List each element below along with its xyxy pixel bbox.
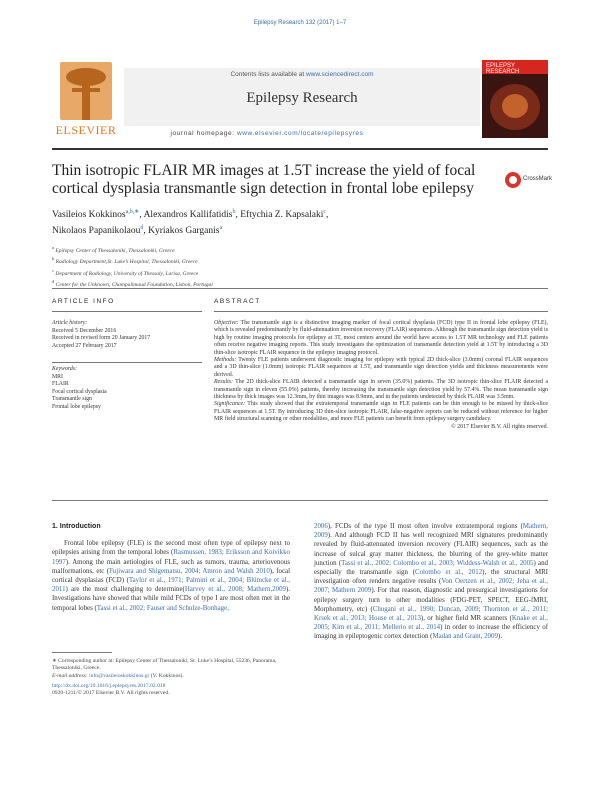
- cover-band-title: EPILEPSY RESEARCH: [486, 63, 520, 75]
- intro-paragraph-left: [52, 539, 290, 613]
- article-title: Thin isotropic FLAIR MR images at 1.5T increase the yield of focal cortical dysplasia transmantle sign detection in frontal lobe epilepsy: [52, 162, 476, 197]
- email-link[interactable]: info@vasileioskokkinos.gr: [89, 672, 150, 679]
- history-item: Received 5 December 2016: [52, 327, 117, 334]
- paragraph-text: ) are the most challenging to determine(: [65, 586, 185, 594]
- email-suffix: (V. Kokkinos).: [149, 672, 184, 679]
- journal-homepage-line: [52, 130, 482, 137]
- author-affiliation-marker[interactable]: a,b,∗: [125, 209, 140, 215]
- citation-link[interactable]: 2006: [314, 523, 328, 530]
- contents-line: [124, 71, 480, 78]
- abstract-rule: [214, 311, 548, 312]
- page-footer: [52, 683, 290, 698]
- masthead-divider: [52, 148, 548, 150]
- citation-link[interactable]: Rasmussen, 1983; Eriksson and Koivikko 1997: [52, 549, 290, 566]
- abstract-section-label: Methods:: [214, 357, 237, 364]
- corresponding-author-note: ∗ Corresponding author at: Epilepsy Center of Thessaloniki, St. Luke’s Hospital, 55236, Panorama, Thessaloniki, Greece.: [52, 658, 277, 672]
- abstract-section: [214, 357, 548, 379]
- author-separator: ,: [139, 210, 144, 221]
- abstract-section-label: Objective:: [214, 320, 239, 326]
- intro-left-column: [52, 522, 290, 613]
- keyword-item: Focal cortical dysplasia: [52, 388, 107, 395]
- history-item: Accepted 27 February 2017: [52, 342, 117, 349]
- author-list: [52, 206, 492, 238]
- author-affiliation-marker[interactable]: c: [323, 209, 326, 215]
- abstract-heading: ABSTRACT: [214, 298, 261, 305]
- cover-image-detail: [502, 94, 528, 118]
- paragraph-text: ).: [497, 633, 502, 641]
- author-name[interactable]: Eftychia Z. Kapsalaki: [240, 210, 324, 221]
- affiliation-list: [52, 244, 492, 289]
- article-history: [52, 320, 202, 350]
- author-separator: ,: [326, 210, 329, 221]
- running-header[interactable]: Epilepsy Research 132 (2017) 1–7: [253, 20, 347, 26]
- corresponding-footnote: [52, 658, 290, 680]
- elsevier-tree-icon: [60, 62, 112, 120]
- affiliation-marker: d: [52, 278, 55, 284]
- affiliation-marker: a: [52, 245, 55, 250]
- journal-banner: [124, 68, 480, 126]
- keywords-rule: [52, 362, 202, 363]
- paragraph-text: ). For that reason, diagnostic and presurgical investigations for epilepsy surgery turn to other modalities (FDG-PET, SPECT, EEG-fMRI, Morphometry, etc) (: [314, 587, 549, 613]
- citation-link[interactable]: Fujiwara and Shigematsu, 2004; Amron and Walsh 2010: [109, 567, 270, 575]
- author-affiliation-marker[interactable]: b: [232, 209, 236, 215]
- introduction-heading: 1. Introduction: [52, 523, 101, 530]
- affiliation-text: Radiology Department,St. Luke’s Hospital, Thessaloniki, Greece: [55, 259, 198, 266]
- abstract-copyright: © 2017 Elsevier B.V. All rights reserved.: [451, 423, 548, 430]
- paragraph-text: ), the structural MRI investigation often renders negative results (: [314, 569, 548, 586]
- citation-link[interactable]: Von Oertzen et al., 2002; Jeha et al., 2007; Mathern 2009: [314, 578, 548, 595]
- affiliation-marker: b: [52, 256, 55, 262]
- crossmark-badge[interactable]: [505, 170, 553, 196]
- affiliation-item: [52, 244, 492, 255]
- footnote-rule: [52, 652, 112, 653]
- abstract-section-text: Twenty FLE patients underwent diagnostic imaging for epilepsy with typical 2D thick-slice (3.0mm) coronal FLAIR sequences and a 3D thin-slice (1.0mm) isotropic FLAIR sequences at 1.5T, and transmantle sign detection yields and thickness measurements were derived.: [214, 357, 548, 378]
- keyword-item: MRI: [52, 373, 63, 380]
- paragraph-text: ). And although FCD II has well recognized MRI signatures predominantly revealed by fluid-attenuated inversion recovery (FLAIR) sequences, such as the increase of sulcal gray matter thickness, the blurring of the grey-white matter junction (: [314, 532, 548, 567]
- article-info-heading: ARTICLE INFO: [52, 298, 115, 305]
- doi-link[interactable]: http://dx.doi.org/10.1016/j.eplepsyres.2017.02.018: [52, 683, 166, 689]
- contents-prefix: Contents lists available at: [230, 71, 305, 78]
- paragraph-text: ), focal cortical dysplasias (FCD) (: [52, 567, 291, 585]
- email-label: E-mail address:: [52, 672, 88, 679]
- citation-link[interactable]: Mathern, 2009: [314, 523, 548, 540]
- journal-name: Epilepsy Research: [246, 90, 358, 106]
- paragraph-text: ) and especially the transmantle sign (: [314, 559, 549, 577]
- journal-homepage-link[interactable]: www.elsevier.com/locate/epilepsyres: [236, 130, 364, 137]
- author-separator: ,: [143, 226, 149, 237]
- paragraph-text: Frontal lobe epilepsy (FLE) is the second most often type of epilepsy next to epilepsies arising from the temporal lobes (: [52, 540, 290, 557]
- abstract-section: [214, 320, 548, 357]
- history-item: Received in revised form 20 January 2017: [52, 335, 151, 342]
- affiliation-text: Department of Radiology, University of Thessaly, Larisa, Greece: [55, 270, 199, 277]
- citation-link[interactable]: Harvey et al., 2008; Mathern,2009: [184, 586, 286, 594]
- affiliation-marker: c: [52, 267, 55, 273]
- paragraph-text: ), or higher field MR scanners (: [420, 615, 512, 623]
- crossmark-icon: [505, 172, 521, 188]
- journal-cover-thumbnail[interactable]: [482, 60, 548, 138]
- elsevier-logo[interactable]: [52, 60, 120, 138]
- elsevier-wordmark: ELSEVIER: [55, 123, 117, 137]
- abstract-section-text: The transmantle sign is a distinctive imaging marker of focal cortical dysplasia (FCD) type II in frontal lobe epilepsy (FLE), which is revealed predominantly by fluid-attenuation inversion recovery (FLAIR) sequences. Although the transmantle sign detection yield is high by routine imaging protocols for epilepsy at 3T, most centers around the world have access to 1.5T MR technology and FLE patients often receive negative imaging reports. This study investigates the optimization of transmantle detection yield at 1.5T by introducing a 3D thin-slice isotropic FLAIR sequence in the epilepsy imaging protocol.: [214, 320, 548, 356]
- abstract-body: [214, 320, 548, 431]
- abstract-section-text: The 2D thick-slice FLAIR detected a transmantle sign in seven (35.0%) patients. The 3D isotropic thin-slice FLAIR detected a transmantle sign in eleven (55.0%) patients, thereby increasing the transmantle sign detection yield by 57.4%. The mean transmantle sign thickness by thick images was 12.3mm, by thin images was 8.9mm, and in the patients undetected by thick FLAIR was 3.5mm.: [214, 379, 548, 401]
- keyword-item: Transmantle sign: [52, 396, 92, 403]
- citation-link[interactable]: Knake et al., 2005; Kim et al., 2011; Mellerio et al., 2014: [314, 615, 548, 632]
- paragraph-text: ) in order to increase the efficiency of imaging in epileptogenic cortex detection (: [314, 624, 548, 641]
- email-line: [52, 673, 290, 680]
- citation-link[interactable]: Colombo et al., 2012: [415, 569, 483, 577]
- affiliation-text: Epilepsy Center of Thessaloniki, Thessaloniki, Greece: [55, 247, 175, 254]
- issn-line: 0920-1211/© 2017 Elsevier B.V. All rights reserved.: [52, 690, 170, 697]
- abstract-section-label: Significance:: [214, 401, 246, 408]
- paragraph-text: ). Investigations have showed that while mild FCDs of type I are most often met in the temporal lobes (: [52, 586, 290, 612]
- author-name[interactable]: Vasileios Kokkinos: [52, 210, 126, 221]
- article-info-rule: [52, 311, 202, 312]
- cover-band: [482, 60, 548, 74]
- sciencedirect-link[interactable]: www.sciencedirect.com: [305, 71, 374, 78]
- author-affiliation-marker[interactable]: a: [219, 225, 223, 232]
- citation-link[interactable]: Madan and Grant, 2009: [432, 633, 498, 641]
- abstract-section: [214, 379, 548, 401]
- keywords-block: [52, 366, 202, 412]
- author-separator: ,: [235, 210, 241, 221]
- abstract-section-label: Results:: [214, 379, 233, 386]
- keyword-item: FLAIR: [52, 381, 69, 388]
- homepage-prefix: journal homepage:: [170, 130, 235, 137]
- affiliation-item: [52, 255, 492, 266]
- journal-masthead: [52, 60, 548, 138]
- paragraph-text: ), FCDs of the type II most often involve extratemporal regions (: [327, 523, 523, 530]
- affiliation-text: Center for the Unknown, Champalimaud Foundation, Lisbon, Portugal: [55, 281, 213, 288]
- abstract-section: [214, 401, 548, 423]
- keyword-item: Frontal lobe epilepsy: [52, 403, 101, 410]
- citation-link[interactable]: Tassi et al., 2002; Fauser and Schulze-Bonhage,: [96, 604, 229, 612]
- intro-paragraph-right: [314, 522, 548, 642]
- history-label: Article history:: [52, 320, 88, 326]
- author-name[interactable]: Nikolaos Papanikolaou: [52, 226, 141, 237]
- keywords-label: Keywords:: [52, 366, 77, 372]
- author-name[interactable]: Alexandros Kallifatidis: [143, 210, 233, 221]
- abstract-section-text: This study showed that the extratemporal transmantle sign in FLE patients can be thin enough to be missed by thick-slice FLAIR sequences at 1.5T. By introducing 3D thin-slice isotropic FLAIR, false-negative reports can be reduced without reference for higher MR field structural scanning or other modalities, and more FLE patients can benefit from epilepsy surgery candidacy.: [214, 401, 548, 423]
- citation-link[interactable]: Tassi et al., 2002; Colombo et al., 2003; Widdess-Walsh et al., 2005: [341, 559, 534, 567]
- intro-right-column: [314, 522, 548, 642]
- paragraph-text: ). Among the main aetiologies of FLE, such as tumors, trauma, arteriovenous malformations, etc (: [52, 558, 290, 575]
- author-affiliation-marker[interactable]: d: [140, 225, 144, 232]
- citation-link[interactable]: Taylor et al., 1971; Palmini et al., 2004; Blümcke et al., 2011: [52, 577, 290, 594]
- author-name[interactable]: Kyriakos Garganis: [148, 226, 220, 237]
- abstract-bottom-divider: [52, 500, 548, 501]
- crossmark-label: CrossMark: [523, 176, 553, 182]
- affiliation-item: [52, 267, 492, 278]
- citation-link[interactable]: Chugani et al., 1990; Duncan, 2009; Thornton et al., 2011; Krsek et al., 2013; House et al., 2013: [314, 605, 548, 623]
- header-divider: [52, 288, 548, 289]
